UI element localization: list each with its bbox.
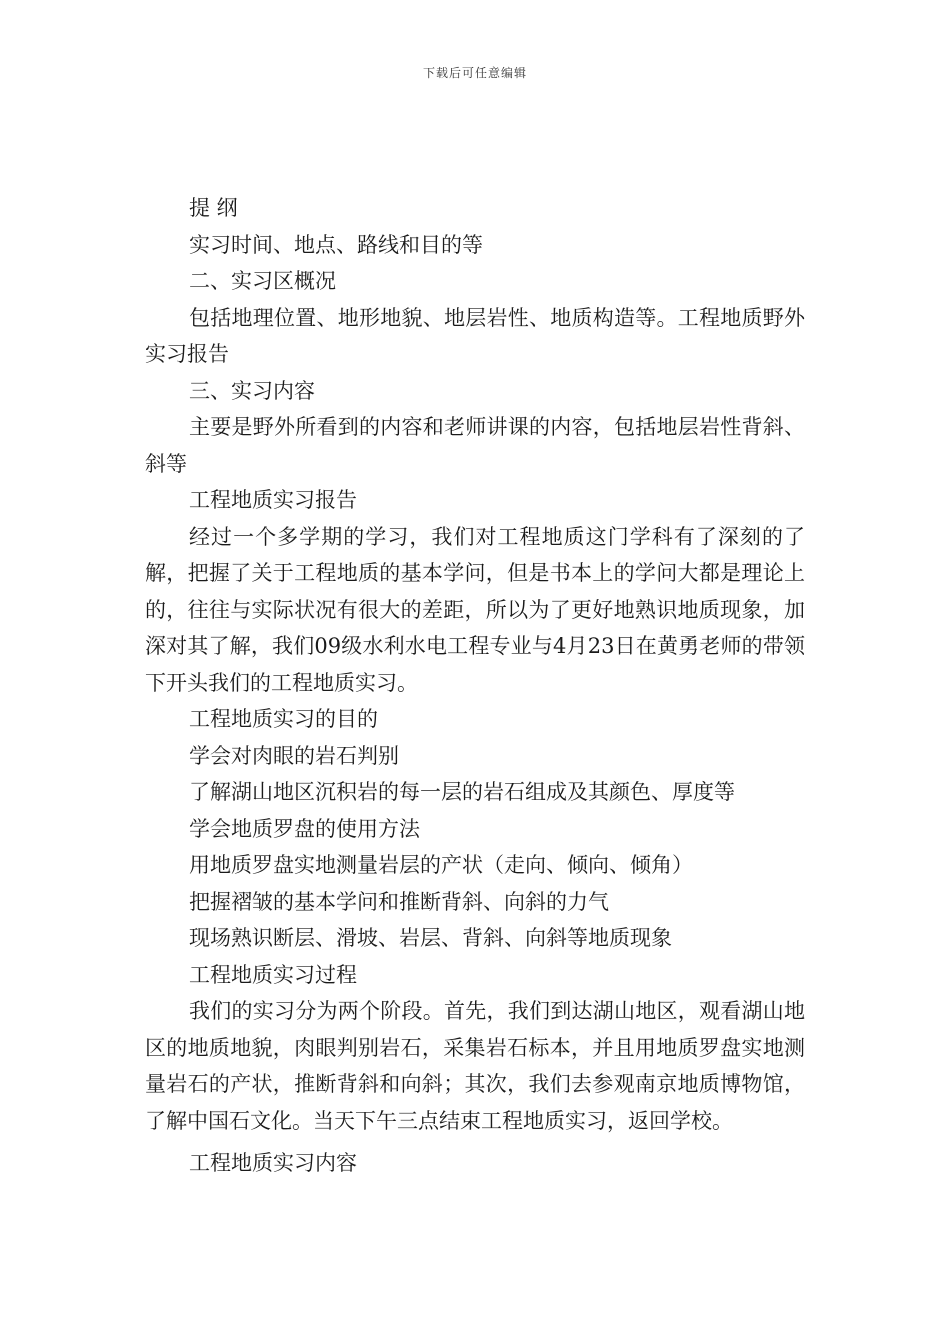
paragraph-overview-content: 包括地理位置、地形地貌、地层岩性、地质构造等。工程地质野外实习报告: [145, 305, 805, 366]
paragraph-introduction: 经过一个多学期的学习，我们对工程地质这门学科有了深刻的了解，把握了关于工程地质的基本学问，但是书本上的学问大都是理论上的，往往与实际状况有很大的差距，所以为了更好地熟识地质现象，加深对其了解，我们09级水利水电工程专业与4月23日在黄勇老师的带领下开头我们的工程地质实习。: [145, 524, 805, 695]
page-header-note: 下载后可任意编辑: [422, 66, 527, 80]
outline-heading: 提 纲: [189, 196, 238, 220]
document-body: [145, 190, 805, 1182]
paragraph-internship-time: 实习时间、地点、路线和目的等: [189, 232, 483, 257]
heading-internship-content: 工程地质实习内容: [189, 1151, 357, 1175]
heading-report: 工程地质实习报告: [189, 488, 357, 512]
heading-purpose: 工程地质实习的目的: [189, 707, 378, 731]
purpose-item: 把握褶皱的基本学问和推断背斜、向斜的力气: [189, 889, 609, 914]
heading-process: 工程地质实习过程: [189, 962, 357, 987]
purpose-item: 学会地质罗盘的使用方法: [189, 816, 420, 841]
paragraph-content-summary: 主要是野外所看到的内容和老师讲课的内容，包括地层岩性背斜、斜等: [145, 415, 805, 476]
paragraph-process: 我们的实习分为两个阶段。首先，我们到达湖山地区，观看湖山地区的地质地貌，肉眼判别岩石，采集岩石标本，并且用地质罗盘实地测量岩石的产状，推断背斜和向斜；其次，我们去参观南京地质博物馆，了解中国石文化。当天下午三点结束工程地质实习，返回学校。: [145, 999, 805, 1133]
purpose-item: 学会对肉眼的岩石判别: [189, 743, 399, 768]
purpose-item: 用地质罗盘实地测量岩层的产状（走向、倾向、倾角）: [189, 853, 693, 877]
purpose-item: 了解湖山地区沉积岩的每一层的岩石组成及其颜色、厚度等: [189, 780, 735, 804]
section-heading-overview: 二、实习区概况: [189, 269, 336, 293]
section-heading-content: 三、实习内容: [189, 378, 315, 403]
purpose-item: 现场熟识断层、滑坡、岩层、背斜、向斜等地质现象: [189, 926, 672, 950]
